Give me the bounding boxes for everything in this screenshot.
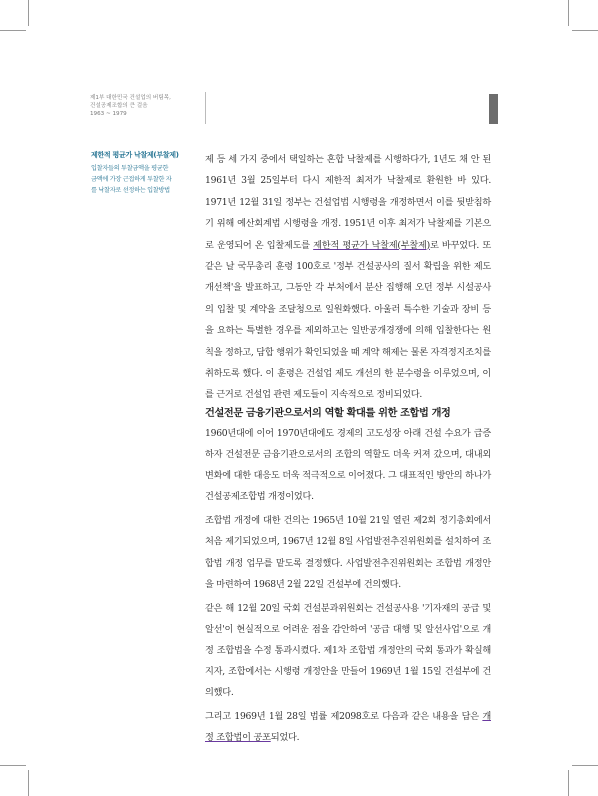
crop-mark xyxy=(28,0,29,26)
crop-mark xyxy=(0,765,26,766)
body-text: 되었다. xyxy=(270,732,300,744)
reference-link[interactable]: 개정 조합법이 공포 xyxy=(205,711,491,744)
body-paragraph: 같은 해 12월 20일 국회 건설분과위원회는 건설공사용 '기자재의 공급 및 알선'이 현실적으로 어려운 점을 감안하여 '공급 대행 및 알선사업'으로 개정 조합법을 수정 통과시켰다. 제1차 조합법 개정안의 국회 통과가 확실해지자, 조합에서는 시행령 개정안을 만들어 1969년 1월 15일 건설부에 건의했다. xyxy=(205,602,491,699)
section-heading: 건설전문 금융기관으로서의 역할 확대를 위한 조합법 개정 xyxy=(205,408,451,419)
crop-mark xyxy=(568,770,569,796)
running-head-line: 1963 ~ 1979 xyxy=(90,111,127,117)
crop-mark xyxy=(28,770,29,796)
glossary-line: 입찰자들의 투찰금액을 평균한 xyxy=(91,165,169,172)
crop-mark xyxy=(572,30,598,31)
body-paragraph xyxy=(205,706,491,748)
body-paragraph: 조합법 개정에 대한 건의는 1965년 10월 21일 열린 제2회 정기총회에서 처음 제기되었으며, 1967년 12월 8일 사업발전추진위원회를 설치하여 조합법 개정 업무를 맡도록 결정했다. 사업발전추진위원회는 조합법 개정안을 마련하여 1968년 2월 22일 건설부에 건의했다. xyxy=(205,515,491,590)
body-text: 로 바꾸었다. 또 같은 날 국무총리 훈령 100호로 '정부 건설공사의 질서 확립을 위한 제도 개선책'을 발표하고, 그동안 각 부처에서 분산 집행해 오던 정부 시설공사의 입찰 및 계약을 조달청으로 일원화했다. 아울러 특수한 기술과 장비 등을 요하는 특별한 경우를 제외하고는 일반공개경쟁에 의해 입찰한다는 원칙을 정하고, 담합 행위가 확인되었을 때 계약 해제는 물론 자격정지조치를 취하도록 했다. 이 훈령은 건설업 제도 개선의 한 분수령을 이루었으며, 이를 근거로 건설업 관련 제도들이 지속적으로 정비되었다. xyxy=(205,239,492,401)
running-head-line: 건설공제조합의 큰 걸음 xyxy=(90,103,148,109)
body-text: 그리고 1969년 1월 28일 법률 제2098호로 다음과 같은 내용을 담은 xyxy=(205,711,483,723)
glossary-side-note xyxy=(91,150,191,196)
body-paragraph xyxy=(205,149,491,406)
body-text: 제 등 세 가지 중에서 택일하는 혼합 낙찰제를 시행하다가, 1년도 채 안 된 1961년 3월 25일부터 다시 제한적 최저가 낙찰제로 환원한 바 있다. 1971년 12월 31일 정부는 건설업법 시행령을 개정하면서 이를 뒷받침하기 위해 예산회계법 시행령을 개정. 1951년 이후 최저가 낙찰제를 기본으로 운영되어 온 입찰제도를 xyxy=(205,154,491,251)
section-text xyxy=(205,423,491,751)
glossary-line: 금액에 가장 근접하게 투찰한 자 xyxy=(91,176,172,183)
crop-mark xyxy=(0,30,26,31)
glossary-term: 제한적 평균가 낙찰제(부찰제) xyxy=(91,151,179,159)
glossary-description xyxy=(91,163,191,196)
crop-mark xyxy=(572,765,598,766)
body-paragraph: 1960년대에 이어 1970년대에도 경제의 고도성장 아래 건설 수요가 급증하자 건설전문 금융기관으로서의 조합의 역할도 더욱 커져 갔으며, 대내외 변화에 대한 대응도 더욱 적극적으로 이어졌다. 그 대표적인 방안의 하나가 건설공제조합법 개정이었다. xyxy=(205,428,491,503)
glossary-link[interactable]: 제한적 평균가 낙찰제(부찰제) xyxy=(313,239,430,251)
header-divider xyxy=(205,92,206,124)
running-head xyxy=(90,94,200,118)
running-head-line: 제1부 대한민국 건설업의 버팀목, xyxy=(90,95,171,101)
intro-text xyxy=(205,149,491,406)
glossary-line: 를 낙찰자로 선정하는 입찰방법 xyxy=(91,187,170,194)
chapter-tab-marker xyxy=(489,94,498,124)
crop-mark xyxy=(568,0,569,26)
